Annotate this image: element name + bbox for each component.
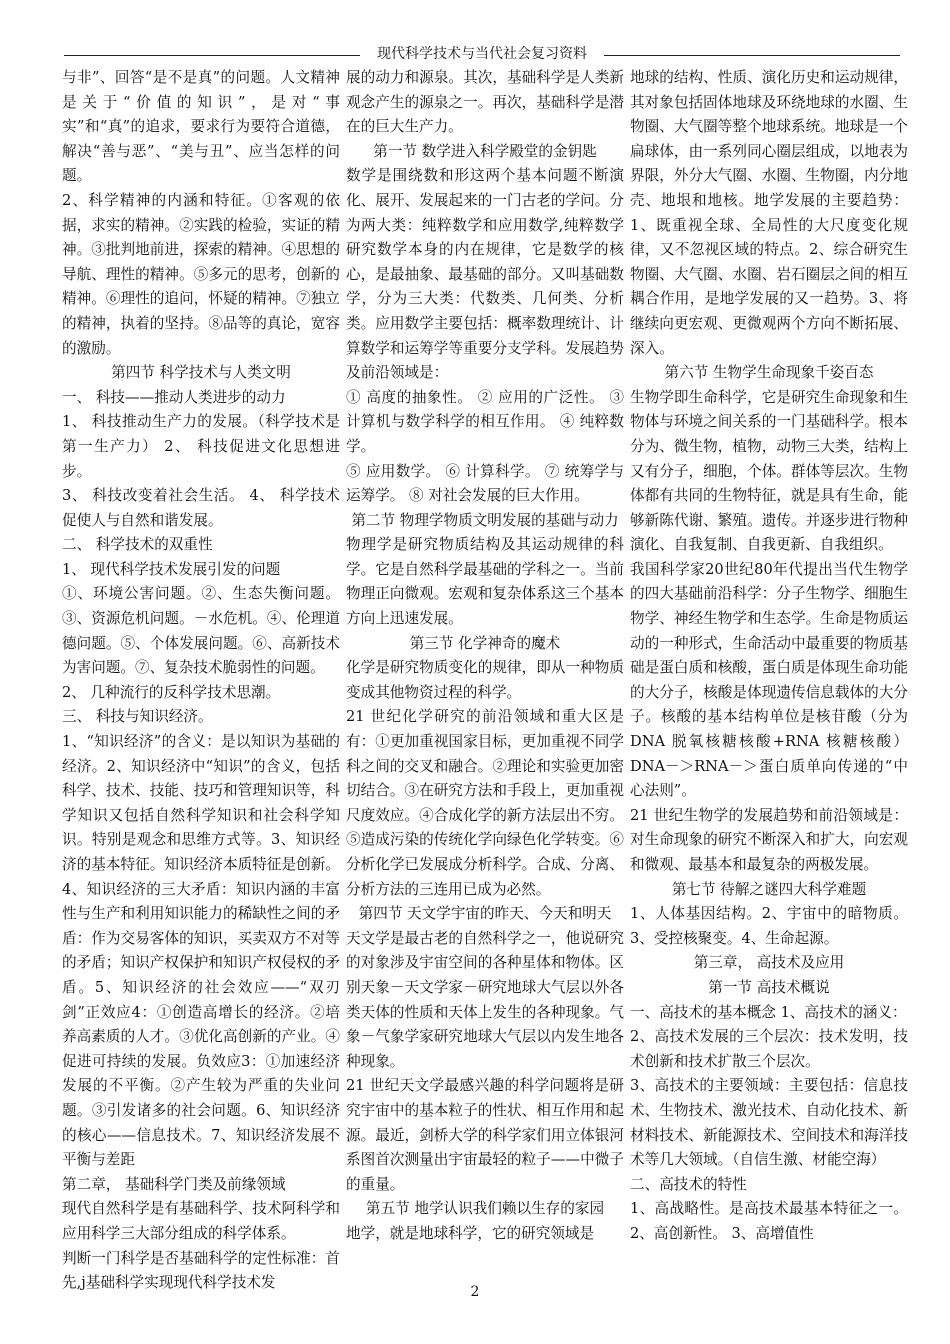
paragraph: 21 世纪天文学最感兴趣的科学问题将是研究宇宙中的基本粒子的性状、相互作用和起源。最近，剑桥大学的科学家们用立体银河系图首次测量出宇宙最轻的粒子——中微子的重量。 [346,1077,624,1193]
column-3 [630,66,908,1298]
column-2 [346,66,624,1298]
paragraph: 物理学是研究物质结构及其运动规律的科学。它是自然科学最基础的学科之一。当前物理正向微观。宏观和复杂体系这三个基本方向上迅速发展。 [346,536,624,628]
paragraph: 21 世纪化学研究的前沿领域和重大区是有：①更加重视国家目标，更加重视不同学科之间的交叉和融合。②理论和实验更加密切结合。③在研究方法和手段上，更加重视尺度效应。④合成化学的新方法层出不穷。⑤造成污染的传统化学向绿色化学转变。⑥分析化学已发展成分析科学。合成、分离、分析方法的三连用已成为必然。 [346,708,624,898]
paragraph: 三、 科技与知识经济。 [62,708,213,726]
paragraph: 地球的结构、性质、演化历史和运动规律，其对象包括固体地球及环绕地球的水圈、生物圈、大气圈等整个地球系统。地球是一个扁球体，由一系列同心圈层组成，以地表为界限，外分大气圈、水圈、生物圈，内分地壳、地垠和地核。地学发展的主要趋势：1、既重视全球、全局性的大尺度变化规律，又不忽视区域的特点。2、综合研究生物圈、大气圈、水圈、岩石圈层之间的相互耦合作用，是地学发展的又一趋势。3、将继续向更宏观、更微观两个方向不断拓展、深入。 [630,69,908,357]
paragraph: 生物学即生命科学，它是研究生命现象和生物体与环境之间关系的一门基础科学。根本分为、微生物，植物，动物三大类，结构上又有分子，细胞，个体。群体等层次。生物体都有共同的生物特征，就是具有生命，能够新陈代谢、繁殖。遗传。并逐步进行物种演化、自我复制、自我更新、自我组织。 [630,388,908,554]
paragraph: 3、 科技改变着社会生活。 4、 科学技术促使人与自然和谐发展。 [62,487,340,529]
paragraph: 现代自然科学是有基础科学、技术阿科学和应用科学三大部分组成的科学体系。 [62,1200,340,1242]
section-heading: 第一节 数学进入科学殿堂的金钥匙 [373,142,597,160]
paragraph: 1、高战略性。是高技术最基本特征之一。 2、高创新性。 3、高增值性 [630,1200,908,1242]
section-heading: 第一节 高技术概说 [708,978,830,996]
paragraph: 2、科学精神的内涵和特征。①客观的依据，求实的精神。②实践的检验，实证的精神。③批判地前进，探索的精神。④思想的导航、理性的精神。⑤多元的思考，创新的精神。⑥理性的追问，怀疑的精神。⑦独立的精神，执着的坚持。⑧品等的真论，宽容的激励。 [62,191,340,357]
paragraph: 第二章， 基础科学门类及前缘领域 [62,1175,286,1193]
paragraph: 1、 现代科学技术发展引发的问题 [62,560,281,578]
paragraph: 展的动力和源泉。其次，基础科学是人类新观念产生的源泉之一。再次，基础科学是潜在的巨大生产力。 [346,69,624,136]
paragraph: 一、高技术的基本概念 1、高技术的涵义： [630,1003,907,1021]
paragraph: 21 世纪生物学的发展趋势和前沿领域是：对生命现象的研究不断深入和扩大，向宏观和微观、最基本和最复杂的两极发展。 [630,806,908,873]
paragraph: 天文学是最古老的自然科学之一，他说研究的对象涉及宇宙空间的各种星体和物体。区别天象－天文学家－研究地球大气层以外各类天体的性质和天体上发生的各种现象。气象－气象学家研究地球大气层以内发生地各种现象。 [346,929,624,1070]
header-rule-right [604,55,900,56]
page-number: 2 [470,1284,480,1300]
paragraph: ⑤ 应用数学。 ⑥ 计算科学。 ⑦ 统筹学与运筹学。 ⑧ 对社会发展的巨大作用。 [346,462,624,505]
paragraph: 二、高技术的特性 [630,1175,747,1193]
paragraph: 1、人体基因结构。2、宇宙中的暗物质。3、受控核聚变。4、生命起源。 [630,905,908,947]
paragraph: 1、 科技推动生产力的发展。（科学技术是第一生产力） 2、 科技促进文化思想进步。 [62,413,340,480]
paragraph: 一、 科技——推动人类进步的动力 [62,388,286,406]
paragraph: 判断一门科学是否基础科学的定性标准：首先,j基础科学实现现代科学技术发 [62,1249,340,1292]
section-heading: 第三章， 高技术及应用 [693,954,845,972]
section-heading: 第四节 天文学宇宙的昨天、今天和明天 [358,905,612,923]
paragraph: 2、高技术发展的三个层次：技术发明，技术创新和技术扩散三个层次。 [630,1028,908,1070]
paragraph: 与非”、回答“是不是真”的问题。人文精神是关于“价值的知识”，是对“事实”和“真”的追求，要求行为要符合道德，解决“善与恶”、“美与丑”、应当怎样的问题。 [62,69,340,185]
paragraph: 1、“知识经济”的含义：是以知识为基础的经济。2、知识经济中“知识”的含义，包括科学、技术、技能、技巧和管理知识等，科学知识又包括自然科学知识和社会科学知识。特别是观念和思维方式等。3、知识经济的基本特征。知识经济本质特征是创新。4、知识经济的三大矛盾：知识内涵的丰富性与生产和利用知识能力的稀缺性之间的矛盾：作为交易客体的知识，买卖双方不对等的矛盾；知识产权保护和知识产权侵权的矛盾。5、知识经济的社会效应——“双刃剑”正效应4：①创造高增长的经济。②培养高素质的人才。③优化高创新的产业。④促进可持续的发展。负效应3：①加速经济发展的不平衡。②产生较为严重的失业问题。③引发诸多的社会问题。6、知识经济的核心——信息技术。7、知识经济发展不平衡与差距 [62,733,340,1169]
paragraph: 化学是研究物质变化的规律，即从一种物质变成其他物资过程的科学。 [346,659,624,701]
text-columns [62,66,910,1298]
section-heading: 第六节 生物学生命现象千姿百态 [664,364,874,382]
section-heading: 第三节 化学神奇的魔术 [409,634,561,652]
paragraph: 地学，就是地球科学，它的研究领域是 [346,1224,595,1242]
page-header [64,44,900,64]
paragraph: ① 高度的抽象性。 ② 应用的广泛性。 ③ 计算机与数学科学的相互作用。 ④ 纯粹数学。 [346,388,624,455]
column-1 [62,66,340,1298]
paragraph: 我国科学家20世纪80年代提出当代生物学的四大基础前沿科学：分子生物学、细胞生物学、神经生物学和生态学。生命是物质运动的一种形式，生命活动中最重要的物质基础是蛋白质和核酸，蛋白质是体现生命功能的大分子，核酸是体现遗传信息载体的大分子。核酸的基本结构单位是核苷酸（分为 DNA 脱氧核糖核酸+RNA 核糖核酸）DNA－＞RNA－＞蛋白质单向传递的“中心法则”。 [630,560,908,800]
header-title: 现代科学技术与当代社会复习资料 [377,46,587,62]
paragraph: 3、高技术的主要领域：主要包括：信息技术、生物技术、激光技术、自动化技术、新材料技术、新能源技术、空间技术和海洋技术等几大领域。（自信生激、材能空海） [630,1077,908,1169]
section-heading: 第四节 科学技术与人类文明 [111,364,291,382]
paragraph: 数学是围绕数和形这两个基本问题不断演化、展开、发展起来的一门古老的学问。分为两大类：纯粹数学和应用数学,纯粹数学研究数学本身的内在规律，它是数学的核心，是最抽象、最基础的部分。又叫基础数学，分为三大类：代数类、几何类、分析类。应用数学主要包括：概率数理统计、计算数学和运筹学等重要分支学科。发展趋势及前沿领域是： [346,167,624,382]
section-heading: 第二节 物理学物质文明发展的基础与动力 [351,511,619,529]
paragraph: ①、环境公害问题。②、生态失衡问题。③、资源危机问题。－水危机。④、伦理道德问题。⑤、个体发展问题。⑥、高新技术为害问题。⑦、复杂技术脆弱性的问题。 [62,585,340,677]
section-heading: 第七节 待解之谜四大科学难题 [671,880,867,898]
paragraph: 2、 几种流行的反科学技术思潮。 [62,683,281,701]
paragraph: 二、 科学技术的双重性 [62,536,213,554]
section-heading: 第五节 地学认识我们赖以生存的家园 [365,1200,605,1218]
